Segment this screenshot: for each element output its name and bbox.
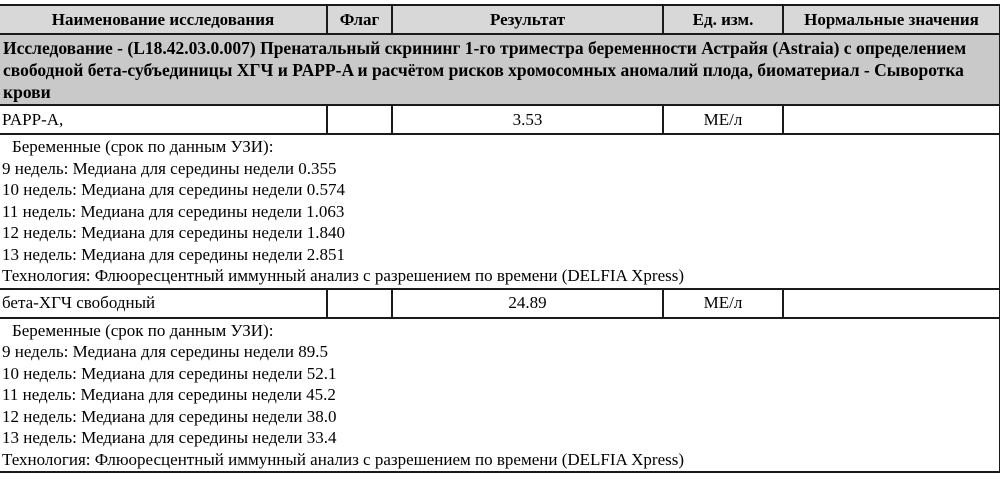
test-description: [0, 134, 1000, 289]
description-line: 11 недель: Медиана для середины недели 45.2: [2, 385, 336, 404]
description-line: 12 недель: Медиана для середины недели 38.0: [2, 406, 337, 426]
test-unit: МЕ/л: [663, 105, 783, 134]
description-line: 10 недель: Медиана для середины недели 0.574: [2, 180, 346, 199]
column-header-unit: Ед. изм.: [663, 5, 783, 34]
description-line: 11 недель: Медиана для середины недели 1.063: [2, 201, 345, 221]
test-name: бета-ХГЧ свободный: [0, 289, 327, 318]
test-description-row: [0, 134, 1000, 289]
table-row: [0, 289, 1000, 318]
table-header-row: [0, 5, 1000, 34]
column-header-normal: Нормальные значения: [783, 5, 1000, 34]
description-line: Технология: Флюоресцентный иммунный анализ с разрешением по времени (DELFIA Xpress): [2, 449, 685, 469]
test-name: PAPP-A,: [0, 105, 327, 134]
column-header-flag: Флаг: [327, 5, 392, 34]
description-line: 12 недель: Медиана для середины недели 1.840: [2, 223, 346, 242]
description-line: Беременные (срок по данным УЗИ):: [12, 137, 274, 156]
column-header-result: Результат: [392, 5, 663, 34]
table-row: [0, 105, 1000, 134]
section-row: [0, 34, 1000, 105]
column-header-name: Наименование исследования: [0, 5, 327, 34]
test-flag: [327, 289, 392, 318]
description-line: 9 недель: Медиана для середины недели 0.355: [2, 158, 337, 178]
description-line: 13 недель: Медиана для середины недели 2.851: [2, 244, 346, 264]
section-title: Исследование - (L18.42.03.0.007) Пренатальный скрининг 1-го триместра беременности Астрайя (Astraia) с определением свободной бета-субъединицы ХГЧ и PAPP-A и расчётом рисков хромосомных аномалий плода, биоматериал - Сыворотка крови: [0, 34, 1000, 105]
lab-results-table: [0, 4, 1000, 473]
description-line: 10 недель: Медиана для середины недели 52.1: [2, 363, 337, 383]
test-flag: [327, 105, 392, 134]
description-line: Беременные (срок по данным УЗИ):: [12, 320, 274, 340]
test-normal: [783, 289, 1000, 318]
test-normal: [783, 105, 1000, 134]
test-description-row: [0, 318, 1000, 473]
description-line: Технология: Флюоресцентный иммунный анализ с разрешением по времени (DELFIA Xpress): [2, 266, 685, 285]
test-unit: МЕ/л: [663, 289, 783, 318]
test-result: 24.89: [392, 289, 663, 318]
test-description: [0, 318, 1000, 473]
description-line: 9 недель: Медиана для середины недели 89.5: [2, 342, 329, 361]
description-line: 13 недель: Медиана для середины недели 33.4: [2, 428, 337, 447]
test-result: 3.53: [392, 105, 663, 134]
